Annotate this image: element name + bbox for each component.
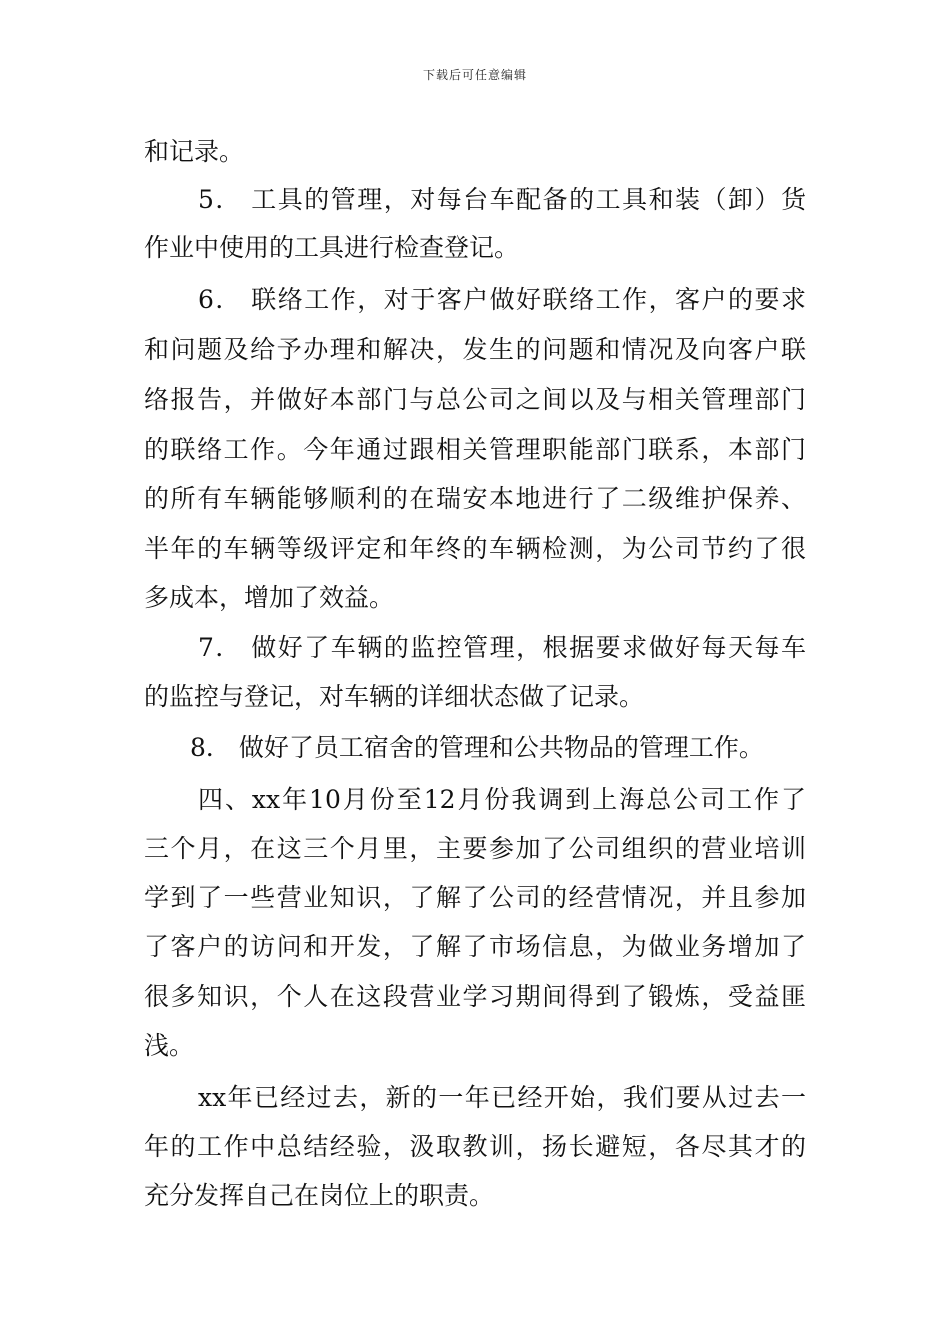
body-line: 了客户的访问和开发，了解了市场信息，为做业务增加了 [144,932,806,961]
closing-first-line: xx年已经过去，新的一年已经开始，我们要从过去一 [198,1083,806,1112]
body-line: 络报告，并做好本部门与总公司之间以及与相关管理部门 [144,385,806,414]
page-header: 下载后可任意编辑 [422,68,527,82]
body-line: 和问题及给予办理和解决，发生的问题和情况及向客户联 [144,335,806,364]
list-item-5: 5． 工具的管理，对每台车配备的工具和装（卸）货 [198,185,806,214]
body-line: 充分发挥自己在岗位上的职责。 [144,1181,495,1210]
list-item-6: 6． 联络工作，对于客户做好联络工作，客户的要求 [198,285,806,314]
list-item-7: 7． 做好了车辆的监控管理，根据要求做好每天每车 [198,633,806,662]
body-line: 作业中使用的工具进行检查登记。 [144,233,520,262]
body-line: 很多知识，个人在这段营业学习期间得到了锻炼，受益匪 [144,982,806,1011]
body-line: 学到了一些营业知识，了解了公司的经营情况，并且参加 [144,883,806,912]
body-line: 多成本，增加了效益。 [144,583,395,612]
body-line: 的联络工作。今年通过跟相关管理职能部门联系，本部门 [144,435,806,464]
body-line: 的监控与登记，对车辆的详细状态做了记录。 [144,682,645,711]
body-line: 的所有车辆能够顺利的在瑞安本地进行了二级维护保养、 [144,484,806,513]
body-line: 和记录。 [144,137,245,166]
section-four-first-line: 四、xx年10月份至12月份我调到上海总公司工作了 [198,785,806,814]
body-line: 浅。 [144,1031,195,1060]
body-line: 年的工作中总结经验，汲取教训，扬长避短，各尽其才的 [144,1132,806,1161]
body-line: 半年的车辆等级评定和年终的车辆检测，为公司节约了很 [144,534,806,563]
body-line: 三个月，在这三个月里，主要参加了公司组织的营业培训 [144,834,806,863]
list-item-8: 8． 做好了员工宿舍的管理和公共物品的管理工作。 [190,733,764,762]
